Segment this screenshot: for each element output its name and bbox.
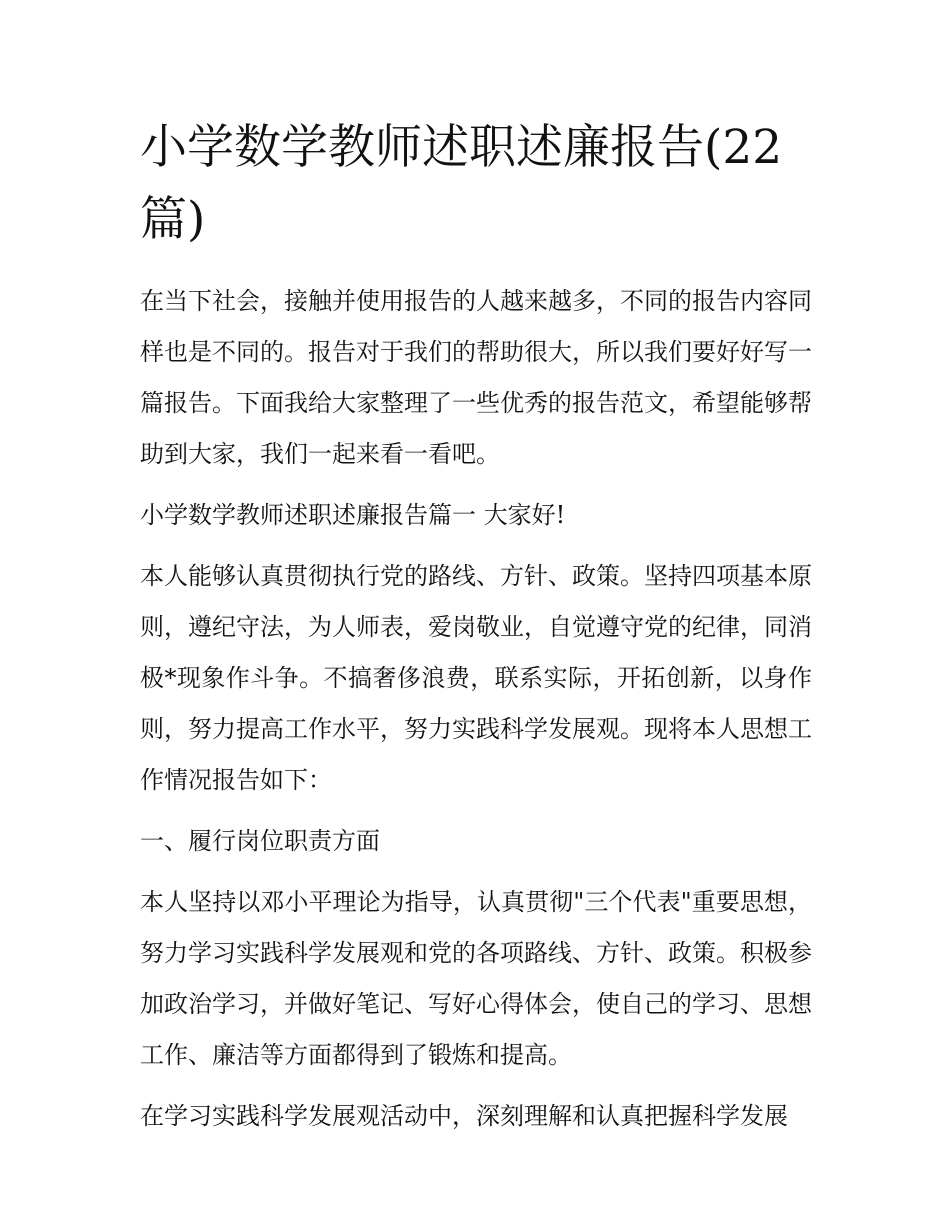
- document-title: 小学数学教师述职述廉报告(22篇): [140, 120, 783, 247]
- paragraph-statement: 本人能够认真贯彻执行党的路线、方针、政策。坚持四项基本原则，遵纪守法，为人师表，爱岗敬业，自觉遵守党的纪律，同消极*现象作斗争。不搞奢侈浪费，联系实际，开拓创新，以身作则，努力提高工作水平，努力实践科学发展观。现将本人思想工作情况报告如下：: [140, 562, 812, 794]
- paragraph-subheading: 一、履行岗位职责方面: [140, 827, 380, 855]
- paragraph-practice: 在学习实践科学发展观活动中，深刻理解和认真把握科学发展: [140, 1102, 788, 1130]
- paragraph-intro: 在当下社会，接触并使用报告的人越来越多，不同的报告内容同样也是不同的。报告对于我们的帮助很大，所以我们要好好写一篇报告。下面我给大家整理了一些优秀的报告范文，希望能够帮助到大家，我们一起来看一看吧。: [140, 287, 812, 468]
- paragraph-study: 本人坚持以邓小平理论为指导，认真贯彻"三个代表"重要思想，努力学习实践科学发展观和党的各项路线、方针、政策。积极参加政治学习，并做好笔记、写好心得体会，使自己的学习、思想工作、廉洁等方面都得到了锻炼和提高。: [140, 888, 812, 1069]
- paragraph-section-heading: 小学数学教师述职述廉报告篇一 大家好!: [140, 501, 566, 529]
- document-body: [140, 276, 812, 1142]
